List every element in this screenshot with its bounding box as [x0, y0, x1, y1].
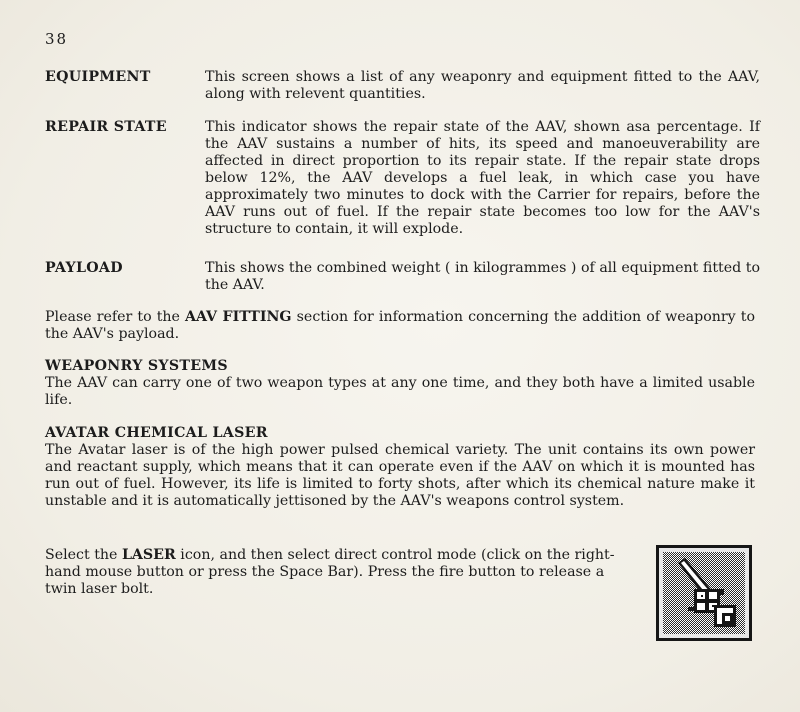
description-repair-state: This indicator shows the repair state of the AAV, shown asa percentage. If the AAV sustains a number of hits, its speed and manoeuverability are affected in direct proportion to its repair state. If the repair state drops below 12%, the AAV develops a fuel leak, in which case you have approximately two minutes to dock with the Carrier for repairs, before the AAV runs out of fuel. If the repair state becomes too low for the AAV's structure to contain, it will explode.: [205, 119, 760, 237]
weaponry-heading: WEAPONRY SYSTEMS: [45, 358, 228, 374]
refer-text-after: section for information concerning the addition of weaponry to the AAV's payload.: [45, 309, 755, 342]
page-number: 38: [45, 30, 69, 48]
description-payload: This shows the combined weight ( in kilogrammes ) of all equipment fitted to the AAV.: [205, 260, 760, 293]
laser-instructions: [45, 547, 640, 598]
laser-weapon-icon: [656, 545, 752, 641]
weaponry-text: The AAV can carry one of two weapon types at any one time, and they both have a limited usable life.: [45, 375, 755, 408]
refer-paragraph: [45, 309, 755, 343]
laser-text-after: icon, and then select direct control mode (click on the right-hand mouse button or press the Space Bar). Press the fire button to release a twin laser bolt.: [45, 547, 615, 597]
avatar-heading: AVATAR CHEMICAL LASER: [45, 425, 268, 441]
term-equipment: EQUIPMENT: [45, 69, 151, 85]
refer-highlight: AAV FITTING: [185, 309, 292, 325]
avatar-text: The Avatar laser is of the high power pulsed chemical variety. The unit contains its own power and reactant supply, which means that it can operate even if the AAV on which it is mounted has run out of fuel. However, its life is limited to forty shots, after which its chemical nature make it unstable and it is automatically jettisoned by the AAV's weapons control system.: [45, 442, 755, 509]
term-repair-state: REPAIR STATE: [45, 119, 167, 135]
refer-text-before: Please refer to the: [45, 309, 186, 325]
description-equipment: This screen shows a list of any weaponry and equipment fitted to the AAV, along with relevent quantities.: [205, 69, 760, 102]
term-payload: PAYLOAD: [45, 260, 123, 276]
laser-highlight: LASER: [121, 547, 176, 563]
laser-text-before: Select the: [45, 547, 122, 563]
